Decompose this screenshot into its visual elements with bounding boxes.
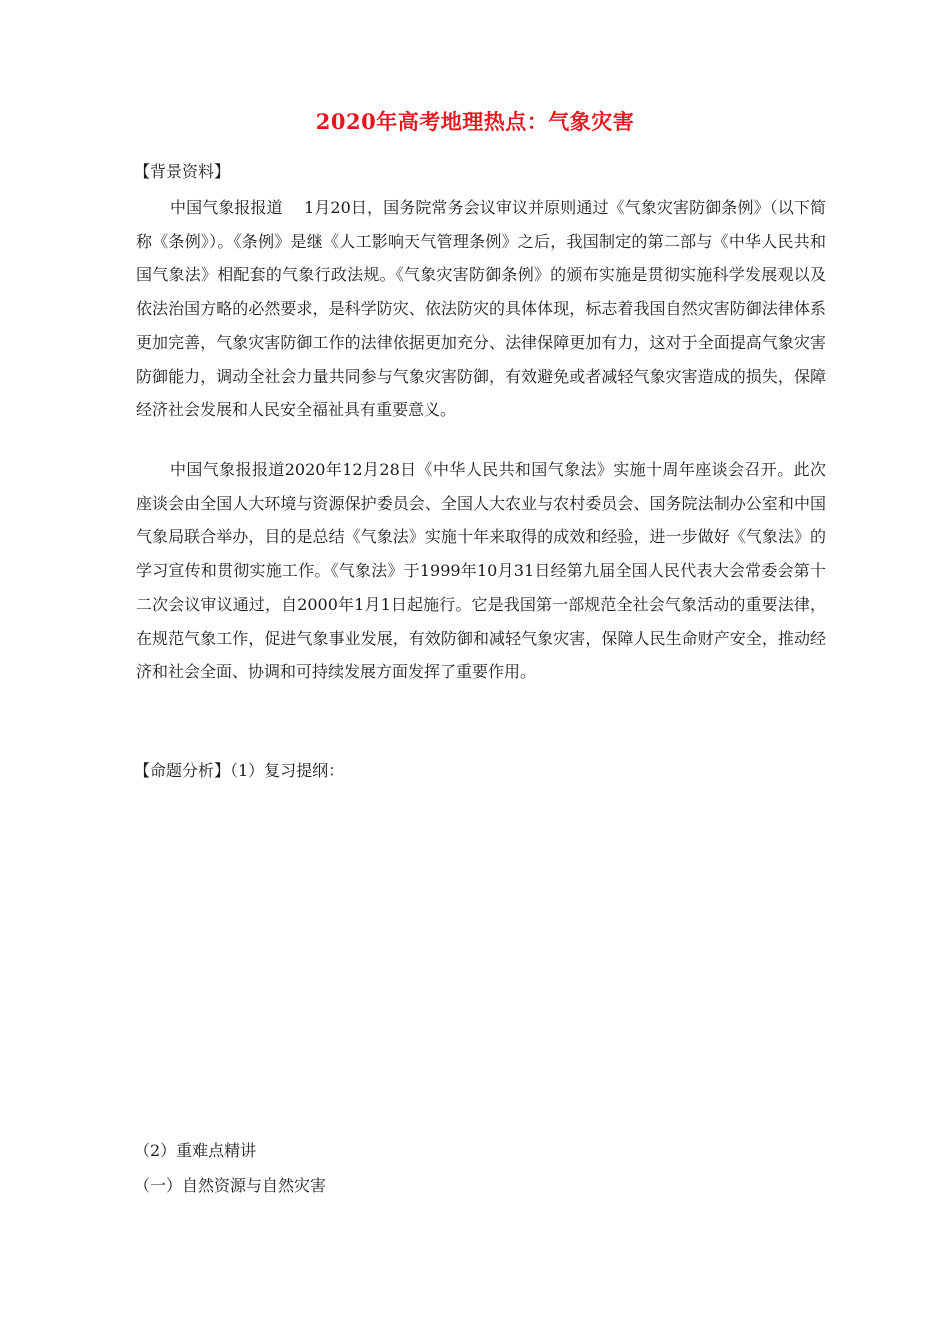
background-heading: 【背景资料】 [134, 162, 231, 181]
document-title: 2020年高考地理热点：气象灾害 [315, 109, 635, 134]
section-key-points: （2）重难点精讲 [134, 1141, 257, 1160]
paragraph-1: 中国气象报报道 1月20日，国务院常务会议审议并原则通过《气象灾害防御条例》（以下简称《条例》）。《条例》是继《人工影响天气管理条例》之后，我国制定的第二部与《中华人民共和国气象法》相配套的气象行政法规。《气象灾害防御条例》的颁布实施是贯彻实施科学发展观以及依法治国方略的必然要求，是科学防灾、依法防灾的具体体现，标志着我国自然灾害防御法律体系更加完善，气象灾害防御工作的法律依据更加充分、法律保障更加有力，这对于全面提高气象灾害防御能力，调动全社会力量共同参与气象灾害防御，有效避免或者减轻气象灾害造成的损失，保障经济社会发展和人民安全福祉具有重要意义。 [136, 198, 826, 420]
section-natural-resources: （一）自然资源与自然灾害 [134, 1176, 327, 1195]
analysis-heading: 【命题分析】（1）复习提纲： [134, 761, 345, 780]
paragraph-2: 中国气象报报道2020年12月28日《中华人民共和国气象法》实施十周年座谈会召开。此次座谈会由全国人大环境与资源保护委员会、全国人大农业与农村委员会、国务院法制办公室和中国气象局联合举办，目的是总结《气象法》实施十年来取得的成效和经验，进一步做好《气象法》的学习宣传和贯彻实施工作。《气象法》于1999年10月31日经第九届全国人民代表大会常委会第十二次会议审议通过，自2000年1月1日起施行。它是我国第一部规范全社会气象活动的重要法律，在规范气象工作，促进气象事业发展，有效防御和减轻气象灾害，保障人民生命财产安全，推动经济和社会全面、协调和可持续发展方面发挥了重要作用。 [136, 460, 826, 682]
